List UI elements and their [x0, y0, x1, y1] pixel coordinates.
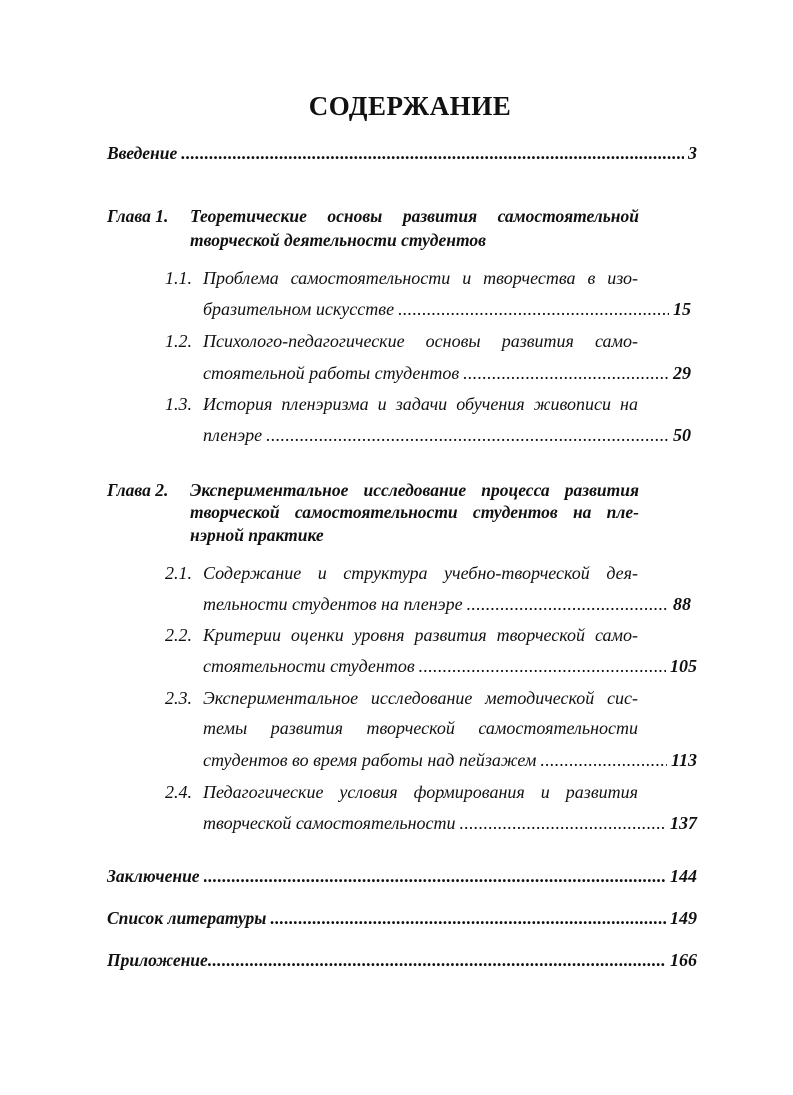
section-2-2-line1: Критерии оценки уровня развития творческой само-	[203, 625, 638, 645]
toc-entry-1-2[interactable]	[203, 363, 691, 384]
section-number: 2.4.	[165, 782, 192, 802]
leader-dots	[460, 813, 666, 834]
leader-dots	[467, 594, 669, 615]
toc-entry-label: Введение	[107, 143, 178, 163]
section-2-2-line2: стоятельности студентов	[203, 656, 415, 676]
section-number: 2.1.	[165, 563, 192, 583]
leader-dots	[419, 656, 666, 677]
toc-page-number: 166	[670, 950, 697, 970]
leader-dots	[463, 363, 669, 384]
leader-dots	[181, 143, 684, 164]
section-number: 1.2.	[165, 331, 192, 351]
toc-entry-label: Приложение	[107, 950, 208, 970]
toc-entry-label: Список литературы	[107, 908, 267, 928]
section-1-3-line2: пленэре	[203, 425, 263, 445]
leader-dots	[266, 425, 669, 446]
toc-page-number: 113	[670, 750, 697, 770]
page-title: СОДЕРЖАНИЕ	[308, 91, 512, 121]
leader-dots	[208, 950, 666, 971]
toc-entry-2-4[interactable]	[203, 813, 697, 834]
section-1-3-line1: История пленэризма и задачи обучения живописи на	[203, 394, 638, 414]
chapter-2-title-line1: Экспериментальное исследование процесса развития	[190, 480, 639, 500]
toc-page-number: 144	[670, 866, 697, 886]
section-1-2-line2: стоятельной работы студентов	[203, 363, 460, 383]
section-number: 1.3.	[165, 394, 192, 414]
section-2-3-line1: Экспериментальное исследование методической сис-	[203, 688, 638, 708]
leader-dots	[204, 866, 666, 887]
toc-entry-references[interactable]	[107, 908, 697, 929]
section-number: 1.1.	[165, 268, 192, 288]
section-2-1-line1: Содержание и структура учебно-творческой дея-	[203, 563, 638, 583]
toc-page-number: 15	[673, 299, 691, 319]
toc-page-number: 137	[670, 813, 697, 833]
section-2-1-line2: тельности студентов на пленэре	[203, 594, 463, 614]
toc-entry-1-3[interactable]	[203, 425, 691, 446]
section-2-4-line1: Педагогические условия формирования и развития	[203, 782, 638, 802]
toc-entry-2-1[interactable]	[203, 594, 691, 615]
section-number: 2.3.	[165, 688, 192, 708]
toc-entry-appendix[interactable]	[107, 950, 697, 971]
chapter-1-prefix: Глава 1.	[107, 206, 169, 226]
chapter-1-title-line1: Теоретические основы развития самостоятельной	[190, 206, 639, 226]
leader-dots	[540, 750, 667, 771]
toc-page-number: 149	[670, 908, 697, 928]
toc-entry-conclusion[interactable]	[107, 866, 697, 887]
chapter-2-title-line2: творческой самостоятельности студентов на пле-	[190, 502, 639, 522]
toc-page-number: 29	[673, 363, 691, 383]
section-1-1-line2: бразительном искусстве	[203, 299, 395, 319]
toc-entry-2-2[interactable]	[203, 656, 697, 677]
chapter-2-title-line3: нэрной практике	[190, 525, 324, 545]
toc-page-number: 88	[673, 594, 691, 614]
section-2-3-line3: студентов во время работы над пейзажем	[203, 750, 537, 770]
chapter-1-title-line2: творческой деятельности студентов	[190, 230, 486, 250]
toc-page-number: 3	[688, 143, 697, 163]
section-2-3-line2: темы развития творческой самостоятельности	[203, 718, 638, 738]
toc-entry-intro[interactable]	[107, 143, 697, 164]
leader-dots	[270, 908, 666, 929]
section-1-1-line1: Проблема самостоятельности и творчества в изо-	[203, 268, 638, 288]
toc-page-number: 50	[673, 425, 691, 445]
chapter-2-prefix: Глава 2.	[107, 480, 169, 500]
section-number: 2.2.	[165, 625, 192, 645]
section-1-2-line1: Психолого-педагогические основы развития само-	[203, 331, 638, 351]
toc-entry-2-3[interactable]	[203, 750, 697, 771]
toc-entry-label: Заключение	[107, 866, 200, 886]
leader-dots	[398, 299, 669, 320]
toc-entry-1-1[interactable]	[203, 299, 691, 320]
toc-page-number: 105	[670, 656, 697, 676]
section-2-4-line2: творческой самостоятельности	[203, 813, 456, 833]
